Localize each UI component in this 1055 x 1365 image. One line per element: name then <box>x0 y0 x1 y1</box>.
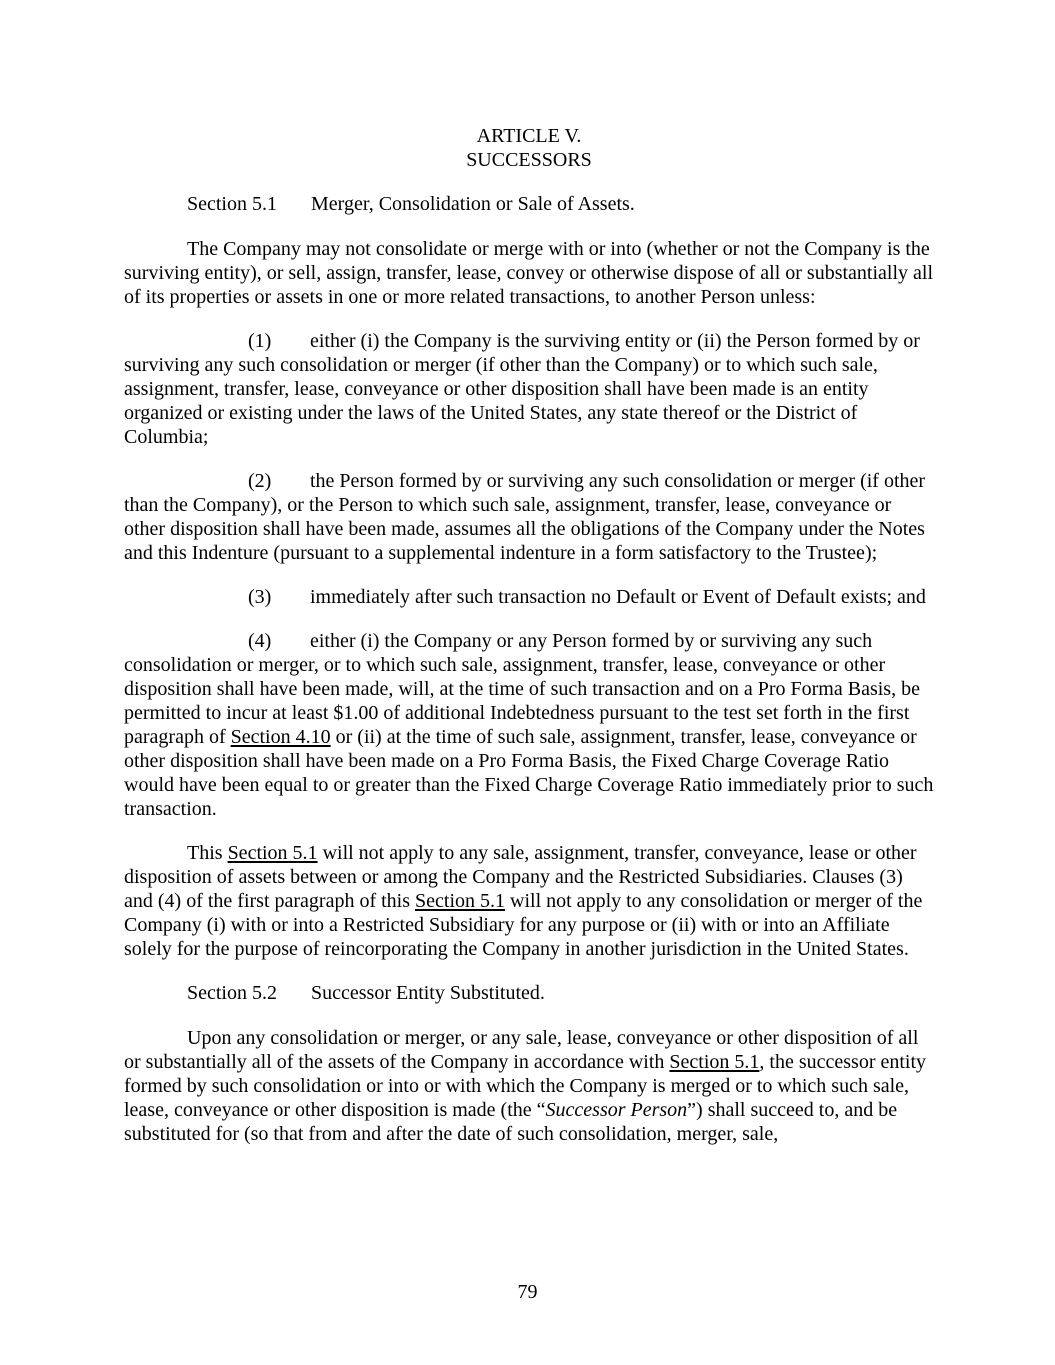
clause-2 <box>124 469 934 565</box>
closing-text-b: will not apply to any sale, assignment, transfer, conveyance, lease or other disposition of assets between or among the Company and the Restricted Subsidiaries. Clauses (3) and (4) of the first paragraph of this <box>124 842 917 912</box>
clause-2-number: (2) <box>248 470 272 492</box>
section-5-1-number: Section 5.1 <box>187 193 277 215</box>
section-5-1-intro: The Company may not consolidate or merge with or into (whether or not the Company is the surviving entity), or sell, assign, transfer, lease, convey or otherwise dispose of all or substantially all of its properties or assets in one or more related transactions, to another Person unless: <box>124 238 934 308</box>
body-text-c: ”) shall succeed to, and be substituted for (so that from and after the date of such consolidation, merger, sale, <box>124 1099 898 1145</box>
clause-1-number: (1) <box>248 330 272 352</box>
document-page <box>124 124 934 1166</box>
body-text-a: Upon any consolidation or merger, or any sale, lease, conveyance or other disposition of all or substantially all of the assets of the Company in accordance with <box>124 1027 919 1073</box>
page-number: 79 <box>517 1281 538 1303</box>
clause-3-number: (3) <box>248 586 272 608</box>
clause-3-text: immediately after such transaction no Default or Event of Default exists; and <box>310 586 926 608</box>
section-5-2-number: Section 5.2 <box>187 982 277 1004</box>
section-5-1-link[interactable]: Section 5.1 <box>669 1051 760 1073</box>
clause-1-text: either (i) the Company is the surviving entity or (ii) the Person formed by or surviving any such consolidation or merger (if other than the Company) or to which such sale, assignment, transfer, lease, conveyance or other disposition shall have been made is an entity organized or existing under the laws of the United States, any state thereof or the District of Columbia; <box>124 330 920 448</box>
article-heading <box>124 124 934 172</box>
section-5-1-closing <box>124 841 934 961</box>
article-title: SUCCESSORS <box>466 149 592 171</box>
section-5-1-title: Merger, Consolidation or Sale of Assets. <box>311 193 635 215</box>
section-5-2-body <box>124 1026 934 1146</box>
section-5-2-title: Successor Entity Substituted. <box>311 982 545 1004</box>
section-5-1-link[interactable]: Section 5.1 <box>415 890 506 912</box>
clause-2-text: the Person formed by or surviving any such consolidation or merger (if other than the Company), or the Person to which such sale, assignment, transfer, lease, conveyance or other disposition shall have been made, assumes all the obligations of the Company under the Notes and this Indenture (pursuant to a supplemental indenture in a form satisfactory to the Trustee); <box>124 470 926 564</box>
clause-1 <box>124 329 934 449</box>
closing-text-c: will not apply to any consolidation or merger of the Company (i) with or into a Restricted Subsidiary for any purpose or (ii) with or into an Affiliate solely for the purpose of reincorporating the Company in another jurisdiction in the United States. <box>124 890 923 960</box>
section-5-1-link[interactable]: Section 5.1 <box>227 842 318 864</box>
clause-4-text-a: either (i) the Company or any Person formed by or surviving any such consolidation or merger, or to which such sale, assignment, transfer, lease, conveyance or other disposition shall have been made, will, at the time of such transaction and on a Pro Forma Basis, be permitted to incur at least $1.00 of additional Indebtedness pursuant to the test set forth in the first paragraph of <box>124 630 920 748</box>
section-5-1-heading <box>124 192 934 216</box>
section-4-10-link[interactable]: Section 4.10 <box>230 726 331 748</box>
section-5-2-heading <box>124 981 934 1005</box>
successor-person-term: Successor Person <box>545 1099 688 1121</box>
clause-4-number: (4) <box>248 630 272 652</box>
clause-3 <box>124 585 934 609</box>
article-number: ARTICLE V. <box>476 125 582 147</box>
clause-4-text-b: or (ii) at the time of such sale, assignment, transfer, lease, conveyance or other disposition shall have been made on a Pro Forma Basis, the Fixed Charge Coverage Ratio would have been equal to or greater than the Fixed Charge Coverage Ratio immediately prior to such transaction. <box>124 726 934 820</box>
closing-text-a: This <box>187 842 223 864</box>
clause-4 <box>124 629 934 821</box>
body-text-b: , the successor entity formed by such consolidation or into or with which the Company is merged or to which such sale, lease, conveyance or other disposition is made (the “ <box>124 1051 927 1121</box>
